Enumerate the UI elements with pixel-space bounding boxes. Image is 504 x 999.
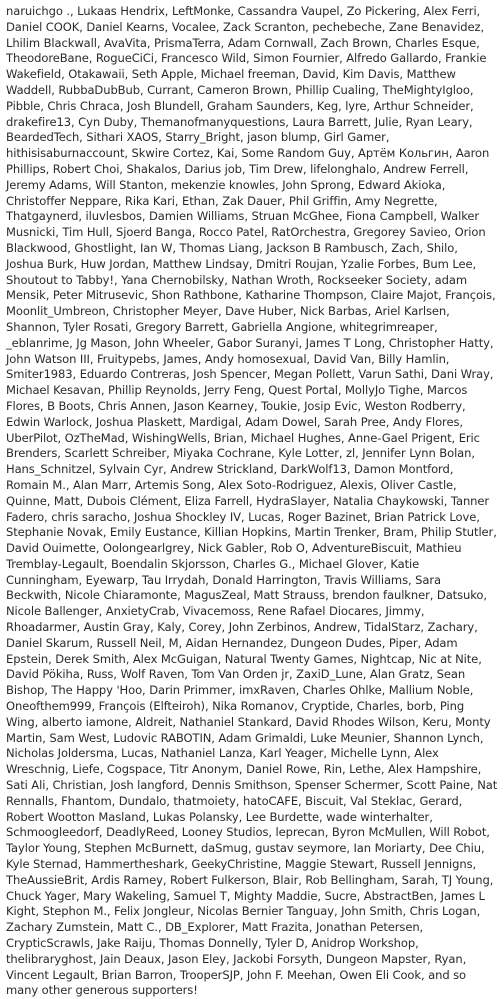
supporters-list-text: naruichgo ., Lukaas Hendrix, LeftMonke, Cassandra Vaupel, Zo Pickering, Alex Ferri, Daniel COOK, Daniel Kearns, Vocalee, Zack Scranton, pechebeche, Zane Benavidez, Lhilim Blackwall, AvaVita, PrismaTerra, Adam Cornwall, Zach Brown, Charles Esque, TheodoreBane, RogueCiCi, Francesco Wild, Simon Fournier, Alfredo Gallardo, Frankie Wakefield, Otakawaii, Seth Apple, Michael freeman, David, Kim Davis, Matthew Waddell, RubbaDubBub, Currant, Cameron Brown, Phillip Cualing, TheMightyIgloo, Pibble, Chris Chraca, Josh Blundell, Graham Saunders, Keg, lyre, Arthur Schneider, drakefire13, Cyn Duby, Themanofmanyquestions, Laura Barrett, Julie, Ryan Leary, BeardedTech, Sithari XAOS, Starry_Bright, jason blump, Girl Gamer, hithisisaburnaccount, Skwire Cortez, Kai, Some Random Guy, Артём Кольгин, Aaron Phillips, Robert Choi, Shakalos, Darius job, Tim Drew, lifelonghalo, Andrew Ferrell, Jeremy Adams, Will Stanton, mekenzie knowles, John Sprong, Edward Akioka, Christoffer Neppare, Rika Kari, Ethan, Zak Dauer, Phil Griffin, Amy Negrette, Thatgaynerd, iluvlesbos, Damien Williams, Struan McGhee, Fiona Campbell, Walker Musnicki, Tim Hull, Sjoerd Banga, Rocco Patel, RatOrchestra, Gregorey Savieo, Orion Blackwood, Ghostlight, Ian W, Thomas Liang, Jackson B Rambusch, Zach, Shilo, Joshua Burk, Huw Jordan, Matthew Lindsay, Dmitri Roujan, Yzalie Forbes, Bum Lee, Shoutout to Tabby!, Yana Chernobilsky, Nathan Wroth, Rockseeker Society, adam Mensik, Peter Mitrusevic, Shon Rathbone, Katharine Thompson, Claire Majot, François, Moonlit_Umbreon, Christopher Meyer, Dave Huber, Nick Barbas, Ariel Karlsen, Shannon, Tyler Rosati, Gregory Barrett, Gabriella Angione, whitegrimreaper, _eblanrime, Jg Mason, John Wheeler, Gabor Suranyi, James T Long, Christopher Hatty, John Watson III, Fruitypebs, James, Andy homosexual, David Van, Billy Hamlin, Smiter1983, Eduardo Contreras, Josh Spencer, Megan Pollett, Varun Sathi, Dani Wray, Michael Kesavan, Phillip Reynolds, Jerry Feng, Quest Portal, MollyJo Tighe, Marcos Flores, B Boots, Chris Annen, Jason Kearney, Toukie, Josip Evic, Weston Rodberry, Edwin Warlock, Joshua Plaskett, Mardigal, Adam Dowel, Sarah Pree, Andy Flores, UberPilot, OzTheMad, WishingWells, Brian, Michael Hughes, Anne-Gael Prigent, Eric Brenders, Scarlett Schreiber, Miyaka Cochrane, Kyle Lotter, zl, Jennifer Lynn Bolan, Hans_Schnitzel, Sylvain Cyr, Andrew Strickland, DarkWolf13, Damon Montford, Romain M., Alan Marr, Artemis Song, Alex Soto-Rodriguez, Alexis, Oliver Castle, Quinne, Matt, Dubois Clément, Eliza Farrell, HydraSlayer, Natalia Chaykowski, Tanner Fadero, chris saracho, Joshua Shockley IV, Lucas, Roger Bazinet, Brian Patrick Love, Stephanie Novak, Emily Eustance, Killian Hopkins, Martin Trenker, Bram, Philip Stutler, David Ouimette, Oolongearlgrey, Nick Gabler, Rob O, AdventureBiscuit, Mathieu Tremblay-Legault, Boendalin Skjorsson, Charles G., Michael Glover, Katie Cunningham, Eyewarp, Tau Irrydah, Donald Harrington, Travis Williams, Sara Beckwith, Nicole Chiaramonte, MagusZeal, Matt Strauss, brendon faulkner, Datsuko, Nicole Ballenger, AnxietyCrab, Vivacemoss, Rene Rafael Diocares, Jimmy, Rhoadarmer, Austin Gray, Kaly, Corey, John Zerbinos, Andrew, TidalStarz, Zachary, Daniel Skarum, Russell Neil, M, Aidan Hernandez, Dungeon Dudes, Piper, Adam Epstein, Derek Smith, Alex McGuigan, Natural Twenty Games, Nightcap, Nic at Nite, David Pökiha, Russ, Wolf Raven, Tom Van Orden jr, ZaxiD_Lune, Alan Gratz, Sean Bishop, The Happy 'Hoo, Darin Primmer, imxRaven, Charles Ohlke, Mallium Noble, Oneofthem999, François (Elfteiroh), Nika Romanov, Cryptide, Charles, borb, Ping Wing, alberto iamone, Aldreit, Nathaniel Stankard, David Rhodes Wilson, Keru, Monty Martin, Sam West, Ludovic RABOTIN, Adam Grimaldi, Luke Meunier, Shannon Lynch, Nicholas Joldersma, Lucas, Nathaniel Lanza, Karl Yeager, Michelle Lynn, Alex Wreschnig, Liefe, Cogspace, Titr Anonym, Daniel Rowe, Rin, Lethe, Alex Hampshire, Sati Ali, Christian, Josh langford, Dennis Smithson, Spenser Schermer, Scott Paine, Nat Rennalls, Fhantom, Dundalo, thatmoiety, hatoCAFE, Biscuit, Val Steklac, Gerard, Robert Wootton Masland, Lukas Polansky, Lee Burdette, wade winterhalter, Schmoogleedorf, DeadlyReed, Looney Studios, leprecan, Byron McMullen, Will Robot, Taylor Young, Stephen McBurnett, daSmug, gustav seymore, Ian Moriarty, Dee Chiu, Kyle Sternad, Hammertheshark, GeekyChristine, Maggie Stewart, Russell Jennigns, TheAussieBrit, Ardis Ramey, Robert Fulkerson, Blair, Rob Bellingham, Sarah, TJ Young, Chuck Yager, Mary Wakeling, Samuel T, Mighty Maddie, Sucre, AbstractBen, James L Kight, Stephon M., Felix Jongleur, Nicolas Bernier Tanguay, John Smith, Chris Logan, Zachary Zumstein, Matt C., DB_Explorer, Matt Frazita, Jonathan Petersen, CrypticScrawls, Jake Raiju, Thomas Donnelly, Tyler D, Anidrop Workshop, thelibraryghost, Jain Deaux, Jason Eley, Jackobi Forsyth, Dungeon Mapster, Ryan, Vincent Legault, Brian Barron, TrooperSJP, John F. Meehan, Owen Eli Cook, and so many other generous supporters! [6,4,498,998]
